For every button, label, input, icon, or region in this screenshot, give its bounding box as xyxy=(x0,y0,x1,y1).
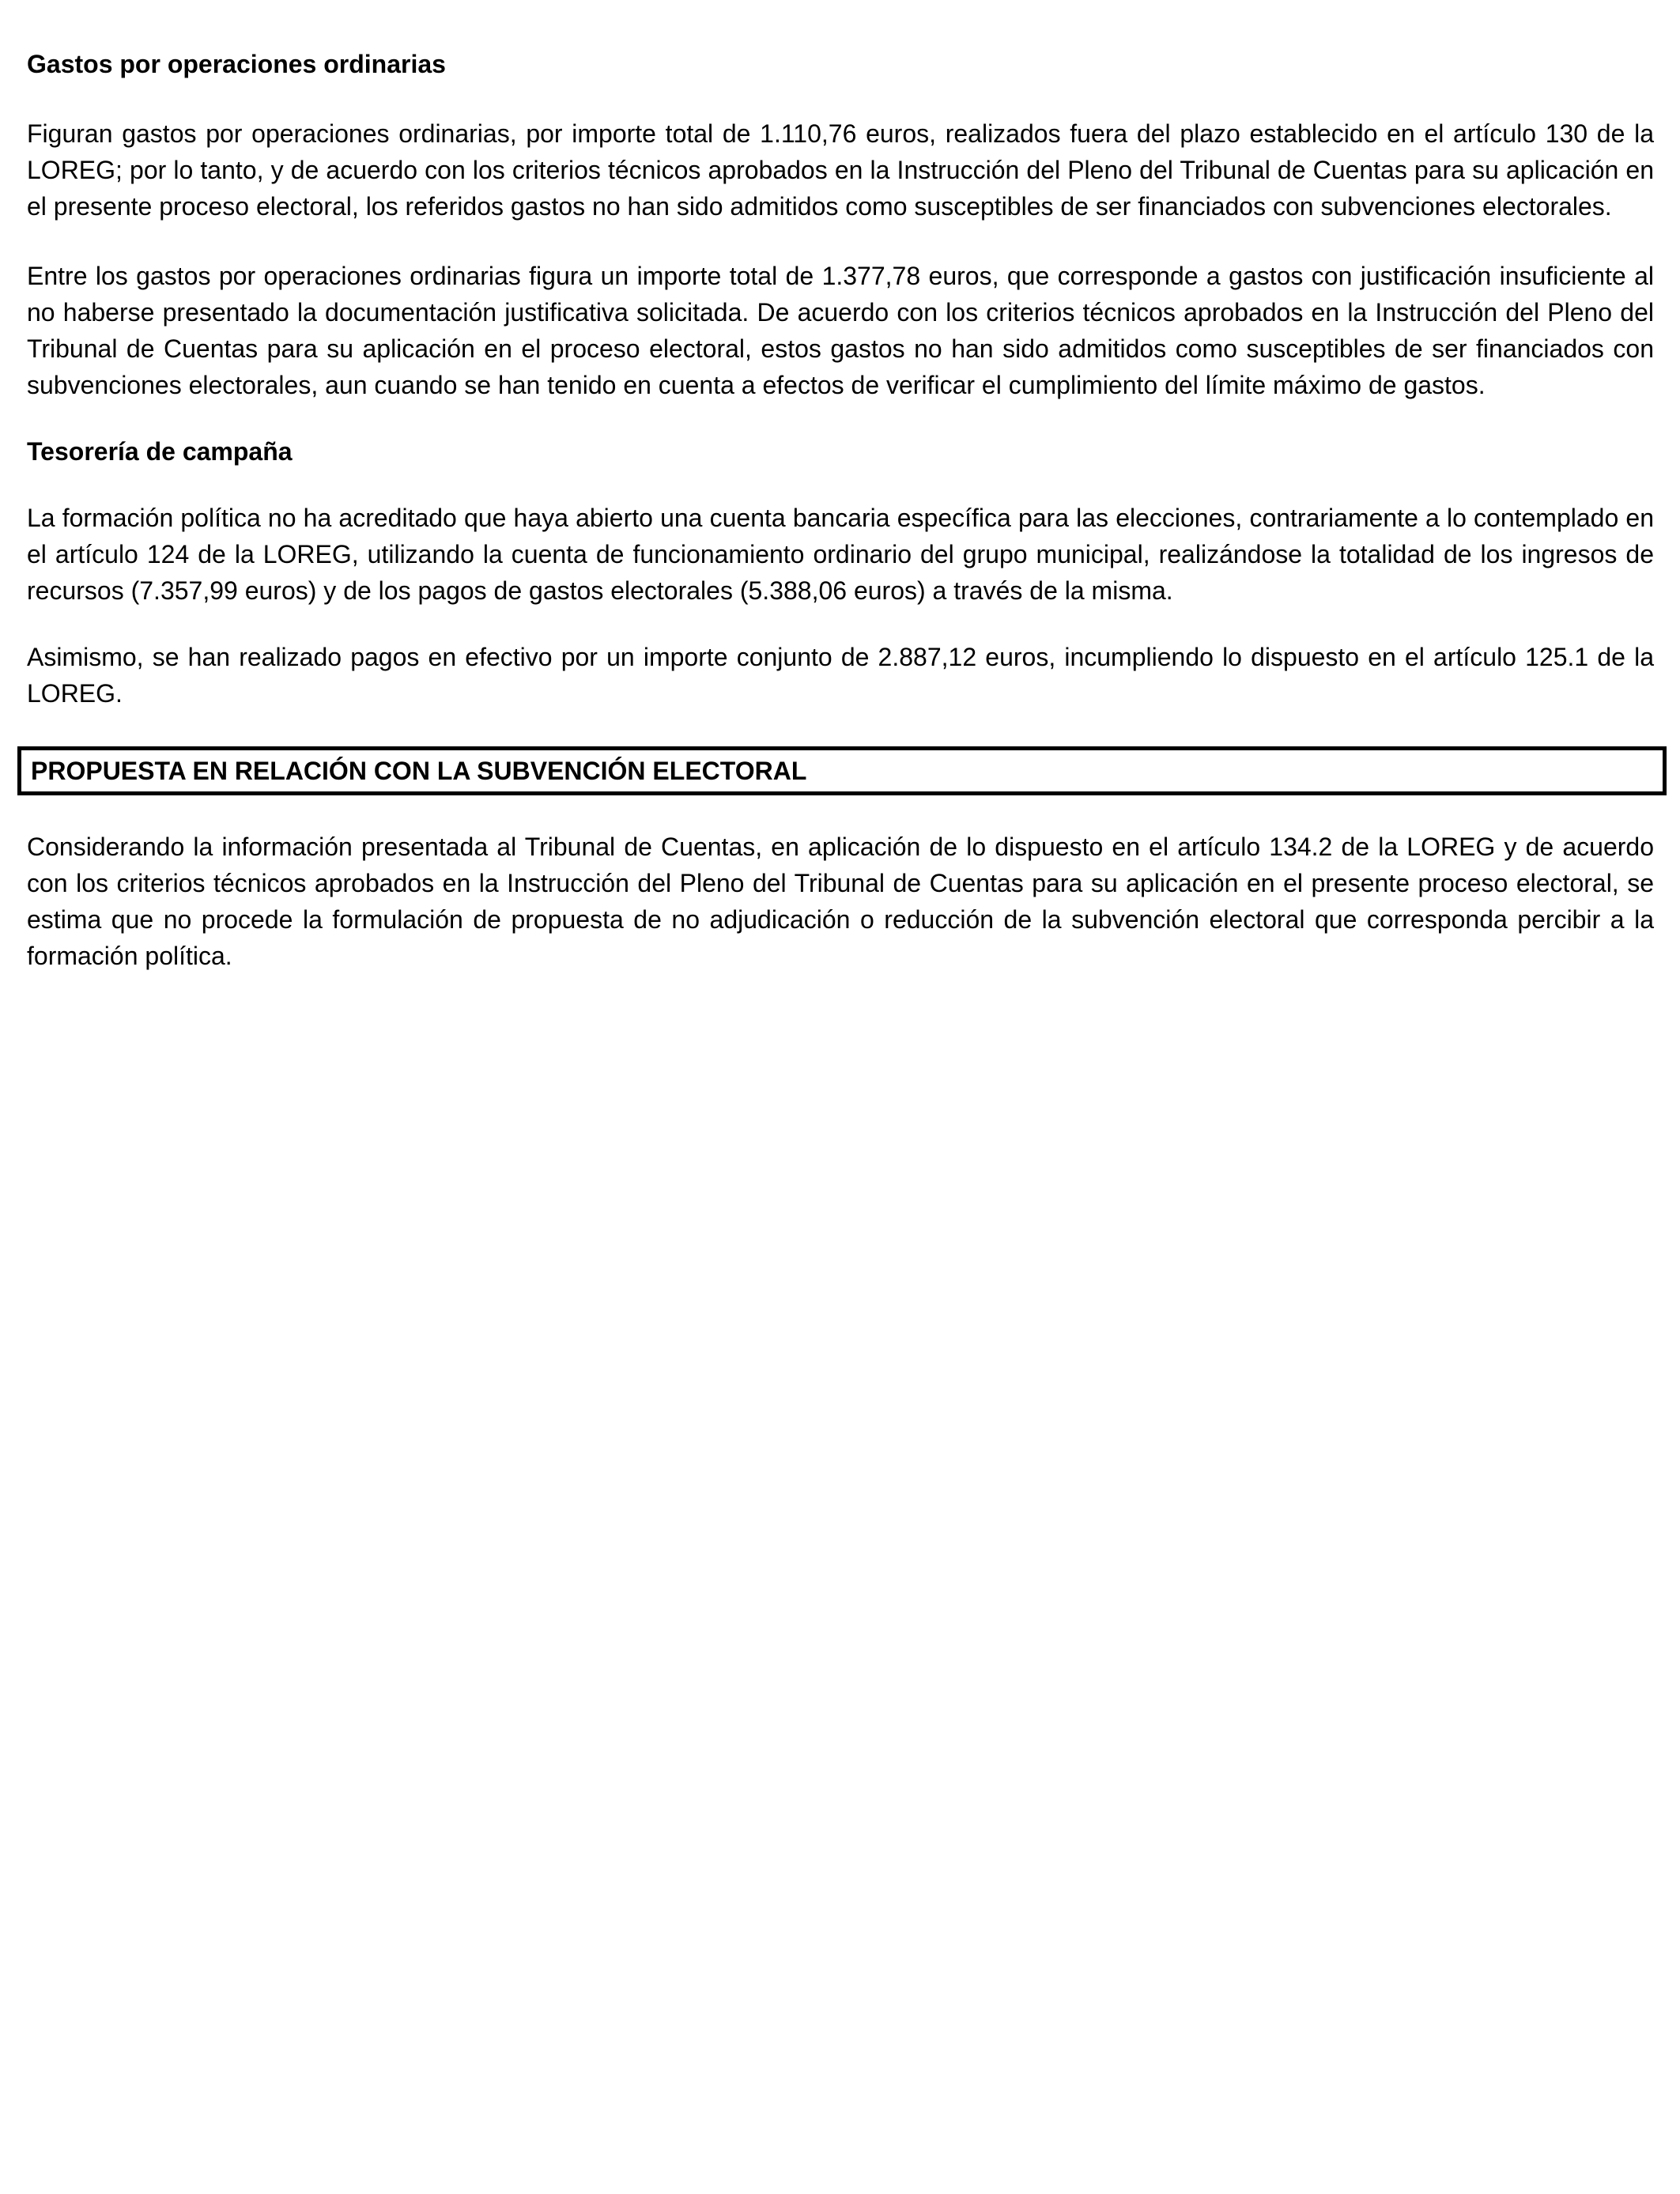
paragraph-bank-account: La formación política no ha acreditado que haya abierto una cuenta bancaria específica para las elecciones, contrariamente a lo contemplado en el artículo 124 de la LOREG, utilizando la cuenta de funcionamiento ordinario del grupo municipal, realizándose la totalidad de los ingresos de recursos (7.357,99 euros) y de los pagos de gastos electorales (5.388,06 euros) a través de la misma. xyxy=(27,504,1654,605)
section-title-campaign-treasury: Tesorería de campaña xyxy=(27,437,293,466)
document-page xyxy=(27,46,1654,974)
paragraph-cash-payments: Asimismo, se han realizado pagos en efectivo por un importe conjunto de 2.887,12 euros, incumpliendo lo dispuesto en el artículo 125.1 de la LOREG. xyxy=(27,643,1654,708)
paragraph-ordinary-expenses-late: Figuran gastos por operaciones ordinarias, por importe total de 1.110,76 euros, realizados fuera del plazo establecido en el artículo 130 de la LOREG; por lo tanto, y de acuerdo con los criterios técnicos aprobados en la Instrucción del Pleno del Tribunal de Cuentas para su aplicación en el presente proceso electoral, los referidos gastos no han sido admitidos como susceptibles de ser financiados con subvenciones electorales. xyxy=(27,119,1654,221)
paragraph-ordinary-expenses-insufficient: Entre los gastos por operaciones ordinarias figura un importe total de 1.377,78 euros, que corresponde a gastos con justificación insuficiente al no haberse presentado la documentación justificativa solicitada. De acuerdo con los criterios técnicos aprobados en la Instrucción del Pleno del Tribunal de Cuentas para su aplicación en el proceso electoral, estos gastos no han sido admitidos como susceptibles de ser financiados con subvenciones electorales, aun cuando se han tenido en cuenta a efectos de verificar el cumplimiento del límite máximo de gastos. xyxy=(27,262,1654,399)
section-title-proposal-box: PROPUESTA EN RELACIÓN CON LA SUBVENCIÓN ELECTORAL xyxy=(17,746,1667,795)
paragraph-proposal: Considerando la información presentada al Tribunal de Cuentas, en aplicación de lo dispuesto en el artículo 134.2 de la LOREG y de acuerdo con los criterios técnicos aprobados en la Instrucción del Pleno del Tribunal de Cuentas para su aplicación en el presente proceso electoral, se estima que no procede la formulación de propuesta de no adjudicación o reducción de la subvención electoral que corresponda percibir a la formación política. xyxy=(27,833,1654,970)
section-title-ordinary-expenses: Gastos por operaciones ordinarias xyxy=(27,50,446,78)
